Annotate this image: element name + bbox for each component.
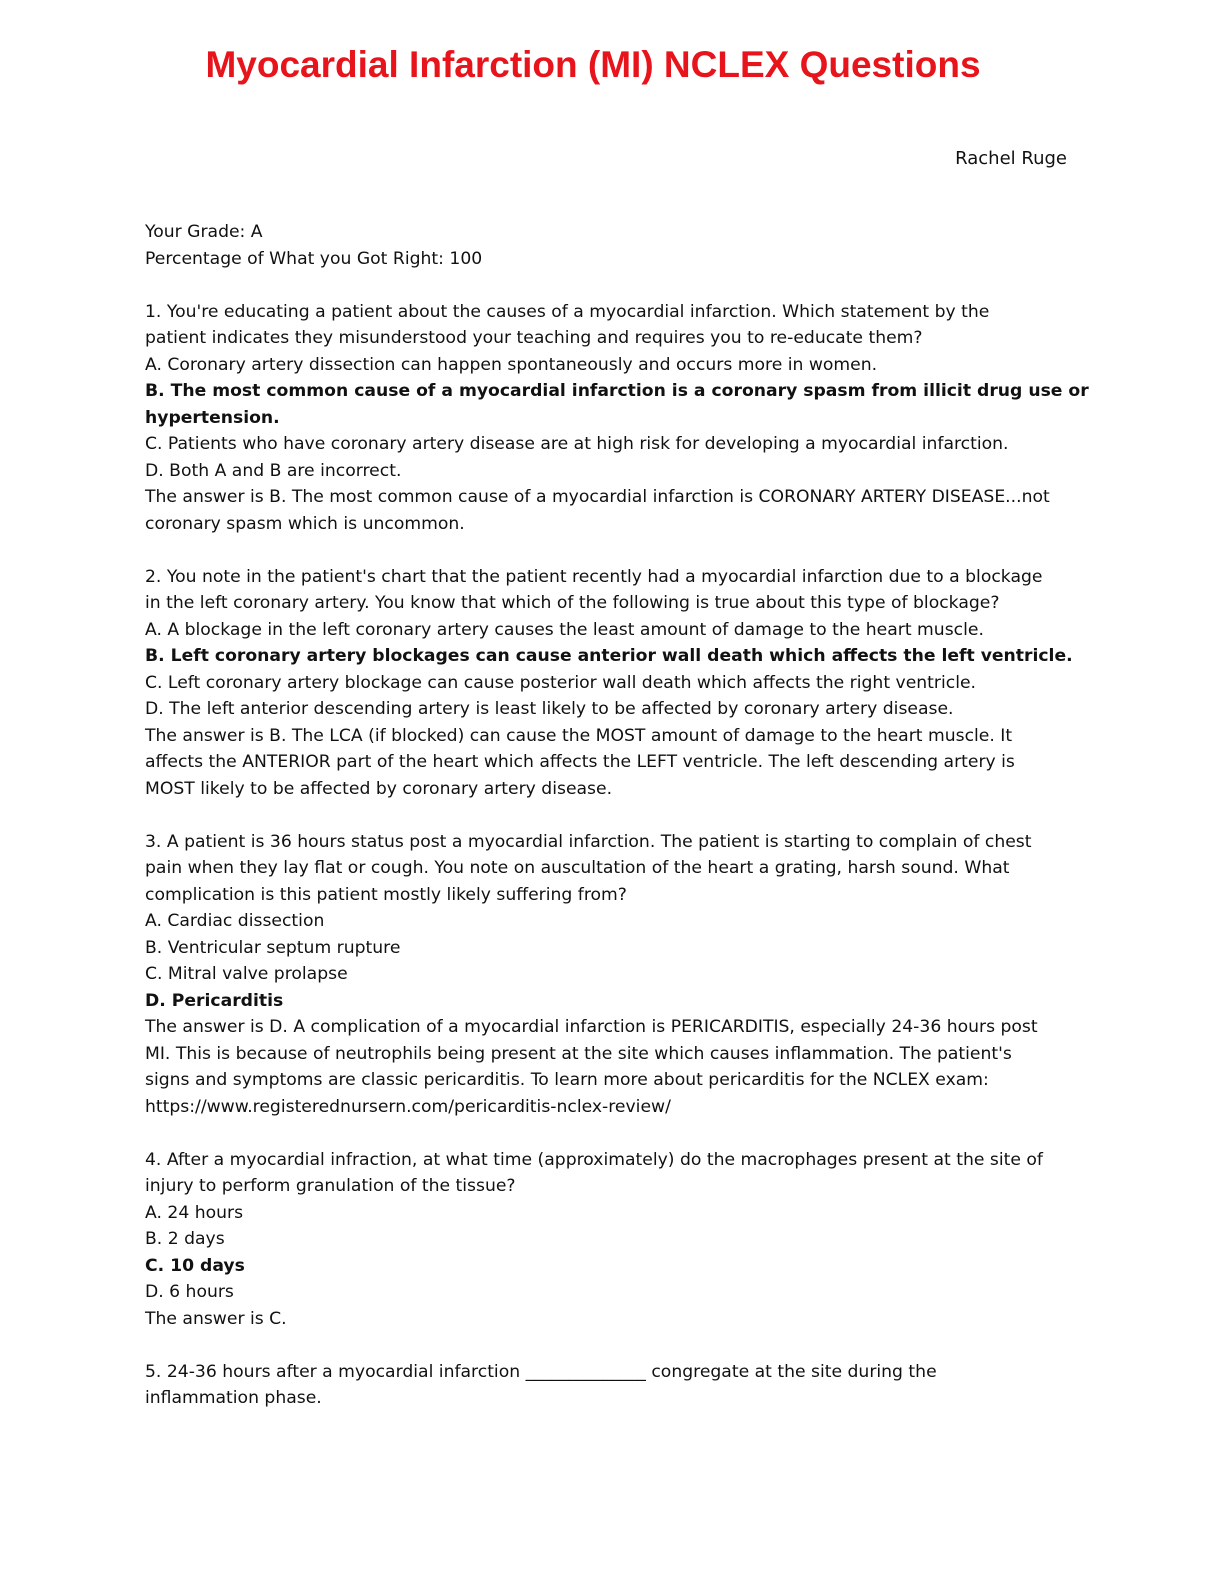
question-2	[145, 564, 1073, 803]
question-1	[145, 299, 1089, 538]
answer-explanation: The answer is B. The most common cause of a myocardial infarction is CORONARY ARTERY DISEASE...not	[145, 487, 1050, 507]
answer-explanation: MI. This is because of neutrophils being present at the site which causes inflammation. The patient's	[145, 1043, 1012, 1064]
option-b-correct: B. Left coronary artery blockages can cause anterior wall death which affects the left ventricle.	[145, 646, 1073, 666]
question-3	[145, 829, 1070, 1121]
option-d: D. Both A and B are incorrect.	[145, 460, 402, 481]
question-stem-line: 4. After a myocardial infraction, at what time (approximately) do the macrophages present at the site of	[145, 1149, 1043, 1170]
question-5	[145, 1359, 1070, 1412]
question-stem-line: 1. You're educating a patient about the causes of a myocardial infarction. Which statement by the	[145, 301, 990, 322]
answer-explanation: affects the ANTERIOR part of the heart which affects the LEFT ventricle. The left descending artery is	[145, 752, 1015, 772]
option-c: C. Left coronary artery blockage can cause posterior wall death which affects the right ventricle.	[145, 672, 977, 693]
option-a: A. 24 hours	[145, 1202, 244, 1223]
spacer	[145, 272, 1070, 299]
option-b: B. 2 days	[145, 1229, 225, 1249]
answer-explanation: The answer is C.	[145, 1308, 287, 1329]
percentage-line: Percentage of What you Got Right: 100	[145, 248, 483, 269]
question-stem-line: in the left coronary artery. You know that which of the following is true about this type of blockage?	[145, 593, 1000, 613]
question-stem-line: 5. 24-36 hours after a myocardial infarction ______________ congregate at the site during the	[145, 1361, 937, 1382]
option-d-correct: D. Pericarditis	[145, 990, 284, 1011]
question-stem-line: 2. You note in the patient's chart that the patient recently had a myocardial infarction due to a blockage	[145, 566, 1043, 587]
question-4	[145, 1147, 1070, 1333]
option-c: C. Mitral valve prolapse	[145, 964, 348, 984]
question-stem-line: patient indicates they misunderstood your teaching and requires you to re-educate them?	[145, 328, 923, 348]
document-body	[145, 219, 1089, 1412]
grade-line: Your Grade: A	[145, 222, 263, 242]
document-title: Myocardial Infarction (MI) NCLEX Questions	[205, 44, 981, 85]
option-d: D. The left anterior descending artery is least likely to be affected by coronary artery disease.	[145, 699, 954, 719]
question-stem-line: inflammation phase.	[145, 1388, 322, 1408]
question-stem-line: injury to perform granulation of the tissue?	[145, 1176, 516, 1196]
option-c-correct: C. 10 days	[145, 1255, 245, 1276]
spacer	[145, 802, 1070, 829]
answer-explanation: coronary spasm which is uncommon.	[145, 513, 465, 534]
question-stem-line: 3. A patient is 36 hours status post a myocardial infarction. The patient is starting to complain of chest	[145, 831, 1032, 852]
question-stem-line: complication is this patient mostly likely suffering from?	[145, 884, 627, 905]
answer-explanation: The answer is B. The LCA (if blocked) can cause the MOST amount of damage to the heart muscle. It	[145, 725, 1013, 746]
spacer	[145, 1332, 1070, 1359]
author-name: Rachel Ruge	[955, 148, 1067, 169]
question-stem-line: pain when they lay flat or cough. You note on auscultation of the heart a grating, harsh sound. What	[145, 858, 1010, 878]
answer-explanation: signs and symptoms are classic pericarditis. To learn more about pericarditis for the NCLEX exam:	[145, 1070, 989, 1090]
option-a: A. Coronary artery dissection can happen spontaneously and occurs more in women.	[145, 354, 878, 375]
option-b-correct: B. The most common cause of a myocardial infarction is a coronary spasm from illicit drug use or	[145, 381, 1089, 401]
spacer	[145, 537, 1070, 564]
option-b: B. Ventricular septum rupture	[145, 937, 401, 958]
option-d: D. 6 hours	[145, 1282, 234, 1302]
option-c: C. Patients who have coronary artery disease are at high risk for developing a myocardial infarction.	[145, 434, 1009, 454]
reference-url: https://www.registerednursern.com/pericarditis-nclex-review/	[145, 1096, 671, 1117]
spacer	[145, 1120, 1070, 1147]
option-a: A. A blockage in the left coronary artery causes the least amount of damage to the heart muscle.	[145, 619, 984, 640]
answer-explanation: MOST likely to be affected by coronary artery disease.	[145, 778, 613, 799]
option-a: A. Cardiac dissection	[145, 911, 325, 931]
answer-explanation: The answer is D. A complication of a myocardial infarction is PERICARDITIS, especially 24-36 hours post	[145, 1017, 1038, 1037]
option-b-correct: hypertension.	[145, 407, 280, 428]
